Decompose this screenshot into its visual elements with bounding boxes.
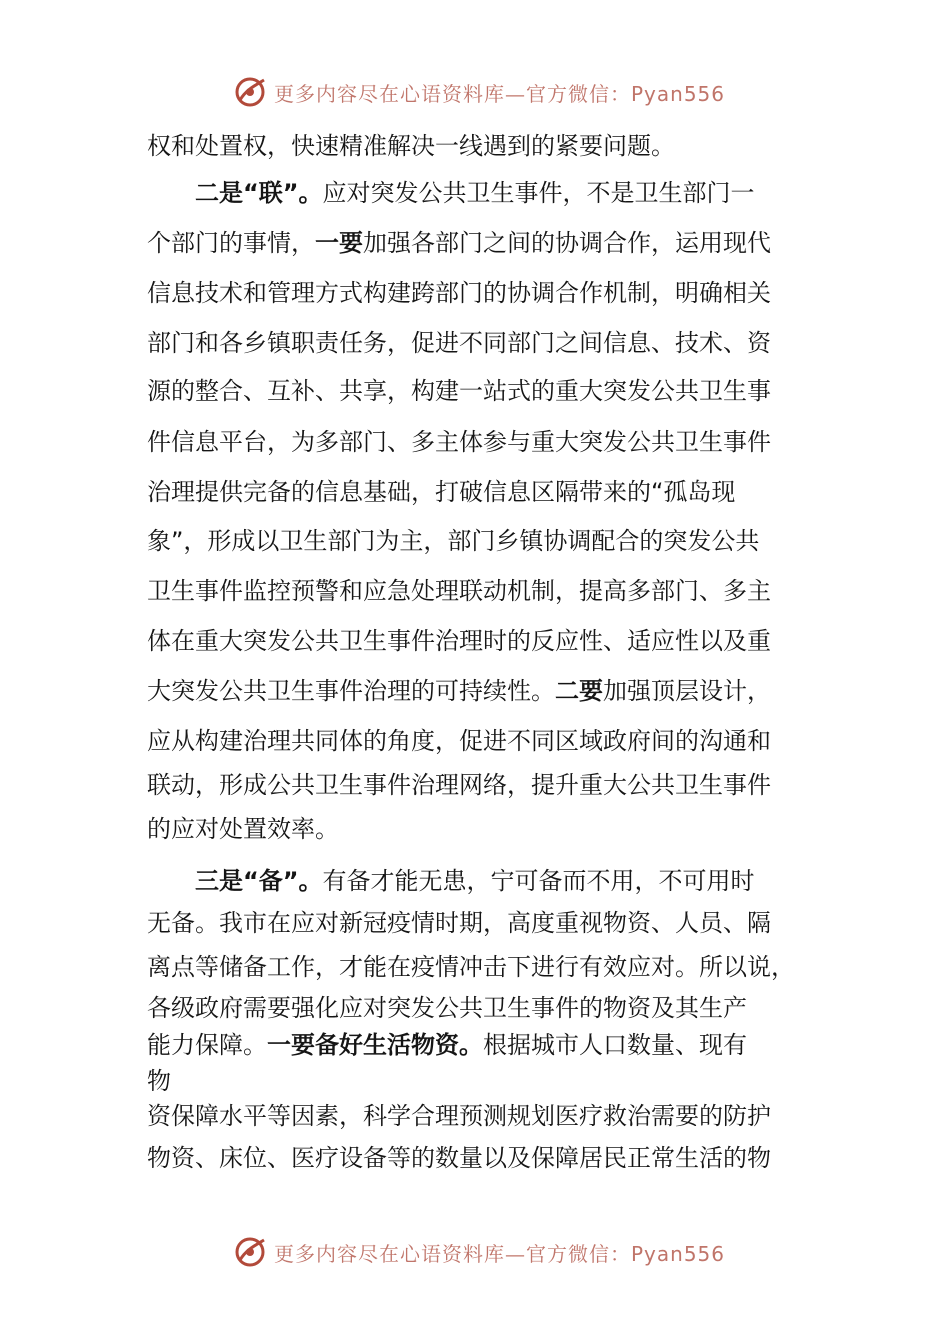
footer-text: 更多内容尽在心语资料库—官方微信：Pyan556 (274, 1241, 726, 1266)
header-wechat-id: Pyan556 (631, 81, 726, 106)
text-line: 体在重大突发公共卫生事件治理时的反应性、适应性以及重 (147, 627, 771, 655)
text-line: 物 (147, 1067, 171, 1095)
text-line: 能力保障。一要备好生活物资。根据城市人口数量、现有 (147, 1031, 747, 1059)
text-line: 的应对处置效率。 (147, 815, 339, 843)
text-line: 部门和各乡镇职责任务，促进不同部门之间信息、技术、资 (147, 329, 771, 357)
text-line: 二是“联”。应对突发公共卫生事件，不是卫生部门一 (195, 179, 755, 207)
logo-icon (232, 1234, 268, 1270)
text-line: 卫生事件监控预警和应急处理联动机制，提高多部门、多主 (147, 577, 771, 605)
header-watermark (0, 70, 950, 114)
text-line: 件信息平台，为多部门、多主体参与重大突发公共卫生事件 (147, 428, 771, 456)
text-line: 三是“备”。有备才能无患，宁可备而不用，不可用时 (195, 867, 755, 895)
text-line: 无备。我市在应对新冠疫情时期，高度重视物资、人员、隔 (147, 909, 771, 937)
text-line: 象”，形成以卫生部门为主，部门乡镇协调配合的突发公共 (147, 527, 760, 555)
text-line: 个部门的事情，一要加强各部门之间的协调合作，运用现代 (147, 229, 771, 257)
footer-watermark (0, 1230, 950, 1274)
text-line: 大突发公共卫生事件治理的可持续性。二要加强顶层设计， (147, 677, 771, 705)
text-line: 离点等储备工作，才能在疫情冲击下进行有效应对。所以说， (147, 953, 795, 981)
header-text: 更多内容尽在心语资料库—官方微信：Pyan556 (274, 81, 726, 106)
text-line: 各级政府需要强化应对突发公共卫生事件的物资及其生产 (147, 994, 747, 1022)
text-line: 物资、床位、医疗设备等的数量以及保障居民正常生活的物 (147, 1144, 771, 1172)
text-line: 联动，形成公共卫生事件治理网络，提升重大公共卫生事件 (147, 771, 771, 799)
text-line: 源的整合、互补、共享，构建一站式的重大突发公共卫生事 (147, 377, 771, 405)
logo-icon (232, 74, 268, 110)
text-line: 权和处置权，快速精准解决一线遇到的紧要问题。 (147, 132, 675, 160)
text-line: 资保障水平等因素，科学合理预测规划医疗救治需要的防护 (147, 1102, 771, 1130)
text-line: 治理提供完备的信息基础，打破信息区隔带来的“孤岛现 (147, 478, 736, 506)
text-line: 信息技术和管理方式构建跨部门的协调合作机制，明确相关 (147, 279, 771, 307)
footer-wechat-id: Pyan556 (631, 1241, 726, 1266)
text-line: 应从构建治理共同体的角度，促进不同区域政府间的沟通和 (147, 727, 771, 755)
